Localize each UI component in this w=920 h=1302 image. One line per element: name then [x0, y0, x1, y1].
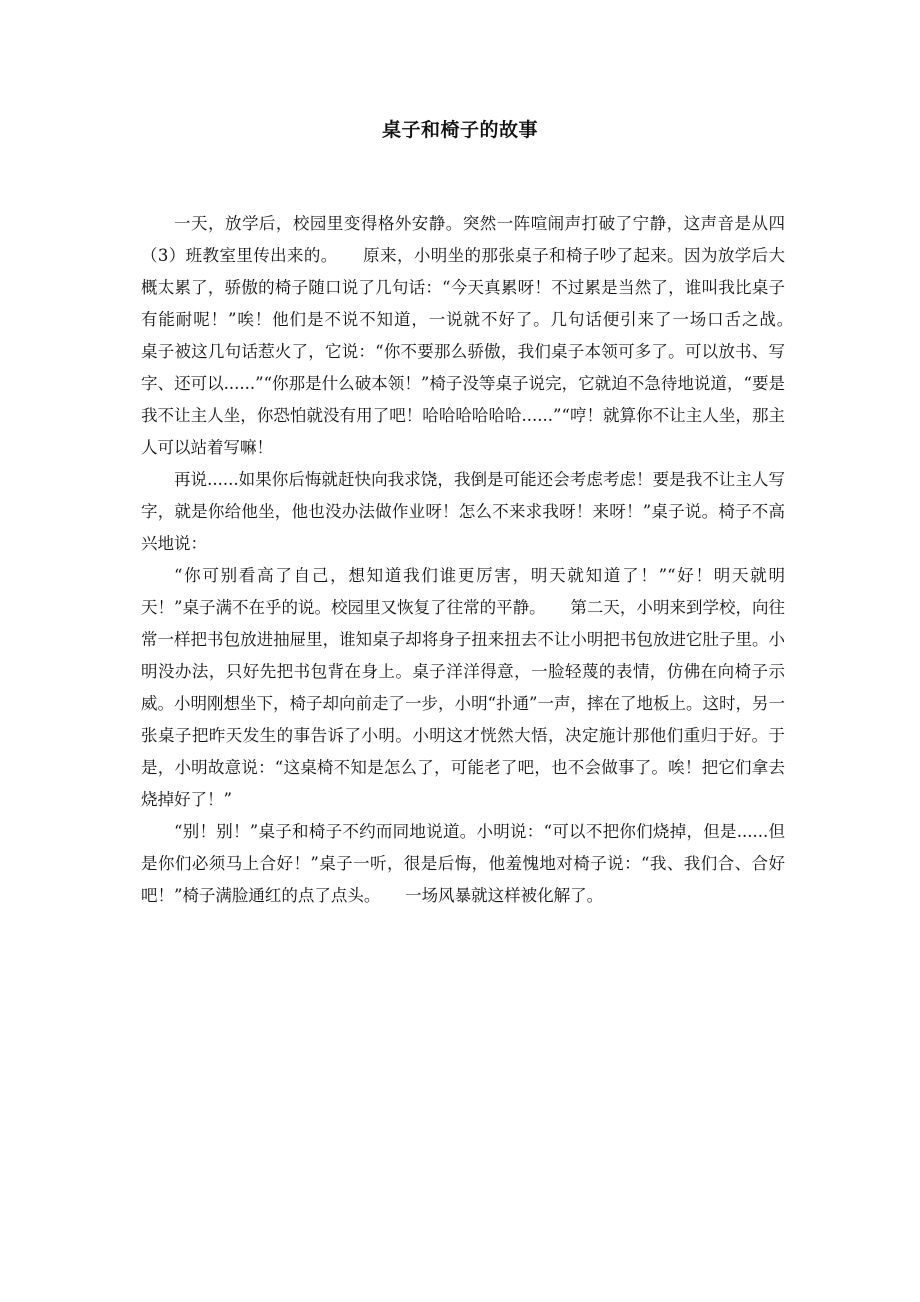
paragraph-2: 再说......如果你后悔就赶快向我求饶，我倒是可能还会考虑考虑！要是我不让主人写字，就是你给他坐，他也没办法做作业呀！怎么不来求我呀！来呀！”桌子说。椅子不高兴地说：	[141, 470, 785, 553]
document-body	[141, 208, 818, 912]
paragraph-4: “别！别！”桌子和椅子不约而同地说道。小明说：“可以不把你们烧掉，但是......但是你们必须马上合好！”桌子一听，很是后悔，他羞愧地对椅子说：“我、我们合、合好吧！”椅子满脸通红的点了点头。 一场风暴就这样被化解了。	[141, 822, 785, 905]
paragraph-3: “你可别看高了自己，想知道我们谁更厉害，明天就知道了！”“好！明天就明天！”桌子满不在乎的说。校园里又恢复了往常的平静。 第二天，小明来到学校，向往常一样把书包放进抽屉里，谁知桌子却将身子扭来扭去不让小明把书包放进它肚子里。小明没办法，只好先把书包背在身上。桌子洋洋得意，一脸轻蔑的表情，仿佛在向椅子示威。小明刚想坐下，椅子却向前走了一步，小明“扑通”一声，摔在了地板上。这时，另一张桌子把昨天发生的事告诉了小明。小明这才恍然大悟，决定施计那他们重归于好。于是，小明故意说：“这桌椅不知是怎么了，可能老了吧，也不会做事了。唉！把它们拿去烧掉好了！”	[141, 566, 785, 809]
document-title: 桌子和椅子的故事	[381, 119, 538, 141]
paragraph-1: 一天，放学后，校园里变得格外安静。突然一阵喧闹声打破了宁静，这声音是从四（3）班教室里传出来的。 原来，小明坐的那张桌子和椅子吵了起来。因为放学后大概太累了，骄傲的椅子随口说了几句话：“今天真累呀！不过累是当然了，谁叫我比桌子有能耐呢！”唉！他们是不说不知道，一说就不好了。几句话便引来了一场口舌之战。 桌子被这几句话惹火了，它说：“你不要那么骄傲，我们桌子本领可多了。可以放书、写字、还可以......”“你那是什么破本领！”椅子没等桌子说完，它就迫不急待地说道，“要是我不让主人坐，你恐怕就没有用了吧！哈哈哈哈哈哈......”“哼！就算你不让主人坐，那主人可以站着写嘛！	[141, 214, 818, 457]
